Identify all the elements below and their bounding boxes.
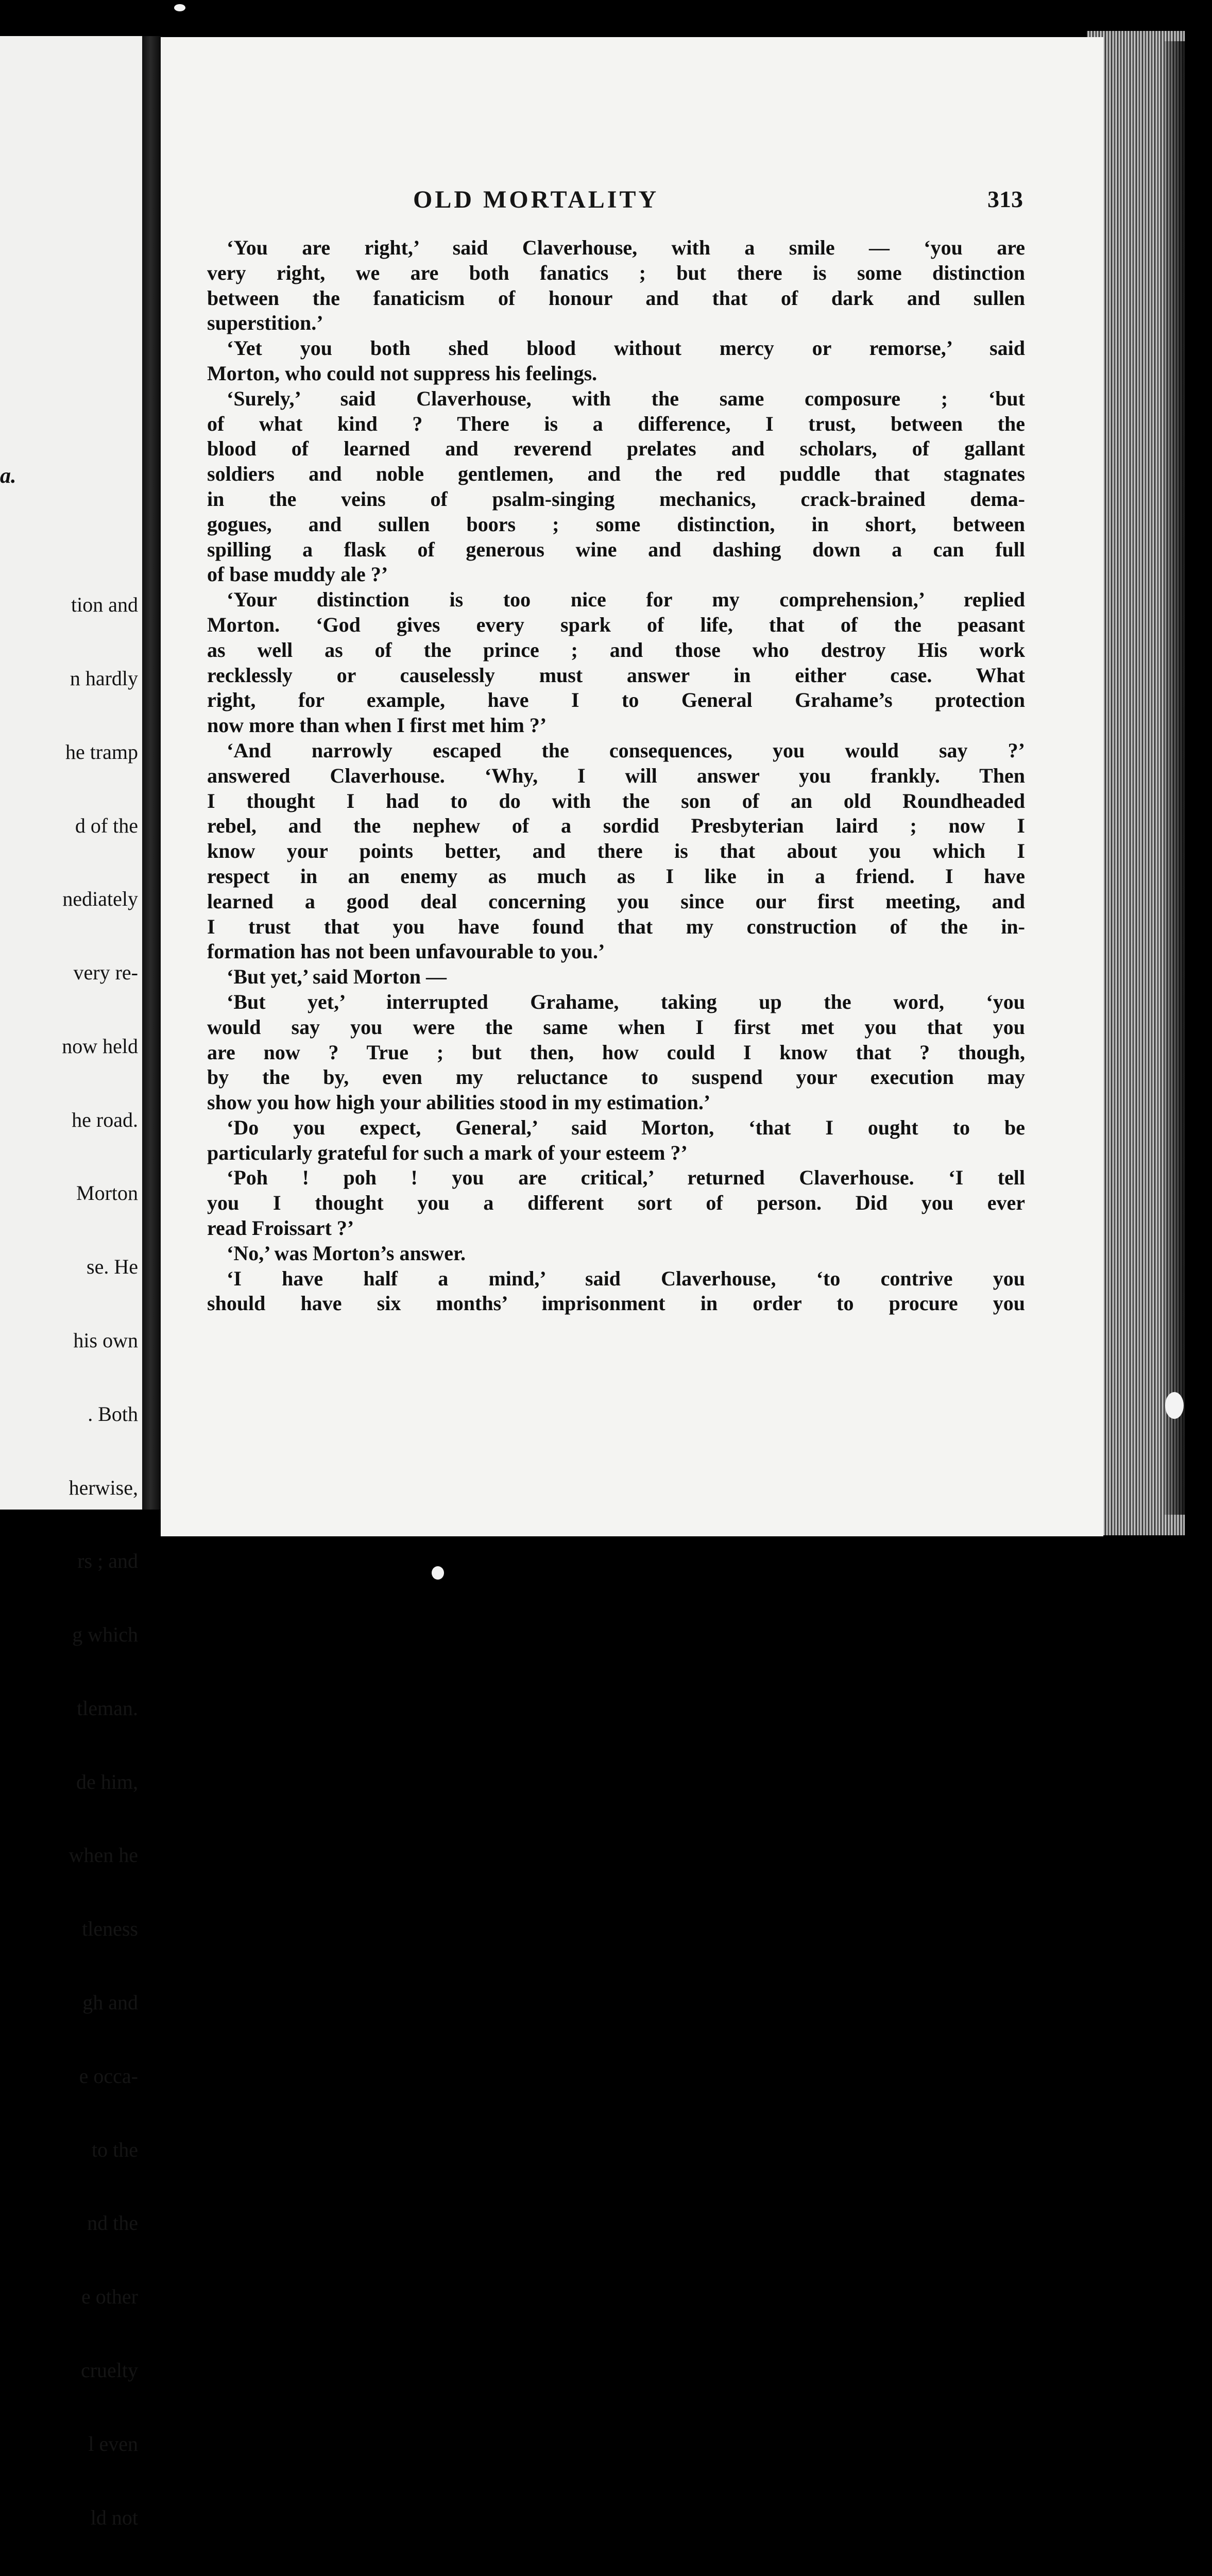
text-line: soldiers and noble gentlemen, and the red puddle that stagnates <box>207 462 1025 486</box>
text-line: of base muddy ale ?’ <box>207 563 388 586</box>
text-line: would say you were the same when I first met you that you <box>207 1015 1025 1039</box>
left-page-line: e other <box>81 2285 138 2309</box>
text-line: in the veins of psalm-singing mechanics, crack-brained dema- <box>207 487 1025 511</box>
text-line: ‘I have half a mind,’ said Claverhouse, ‘to contrive you <box>227 1266 1025 1290</box>
paper-speck <box>174 4 185 11</box>
text-line: by the by, even my reluctance to suspend your execution may <box>207 1065 1025 1089</box>
left-page-line: d of the <box>75 814 138 837</box>
left-page-line: se. He <box>87 1255 138 1279</box>
text-line: Morton, who could not suppress his feelings. <box>207 361 598 385</box>
text-line: rebel, and the nephew of a sordid Presbyterian laird ; now I <box>207 814 1025 838</box>
left-page-line: his own <box>73 1329 138 1352</box>
text-line: should have six months’ imprisonment in order to procure you <box>207 1292 1025 1315</box>
text-line: I thought I had to do with the son of an old Roundheaded <box>207 789 1025 812</box>
text-line: are now ? True ; but then, how could I know that ? though, <box>207 1040 1025 1064</box>
text-line: as well as of the prince ; and those who destroy His work <box>207 638 1025 662</box>
text-line: particularly grateful for such a mark of your esteem ?’ <box>207 1141 688 1164</box>
text-line: superstition.’ <box>207 311 323 335</box>
left-page-line: nediately <box>62 887 138 911</box>
left-page-line: to the <box>92 2138 138 2161</box>
left-page-line: tleman. <box>77 1696 138 1720</box>
left-page-line: he tramp <box>65 740 138 764</box>
left-page-line: now held <box>62 1034 138 1058</box>
left-page-line: very re- <box>73 961 138 985</box>
left-page-marker: a. <box>0 464 16 488</box>
left-page-text <box>62 544 138 2576</box>
text-line: learned a good deal concerning you since our first meeting, and <box>207 889 1025 913</box>
text-line: ‘But yet,’ said Morton — <box>227 965 447 989</box>
left-page-line: l even <box>88 2432 138 2455</box>
page-header <box>161 185 1103 216</box>
text-line: formation has not been unfavourable to you.’ <box>207 940 605 963</box>
text-line: recklessly or causelessly must answer in either case. What <box>207 663 1025 687</box>
left-page-line: gh and <box>82 1991 138 2014</box>
text-line: blood of learned and reverend prelates and scholars, of gallant <box>207 437 1025 461</box>
text-line: very right, we are both fanatics ; but there is some distinction <box>207 261 1025 284</box>
text-line: right, for example, have I to General Grahame’s protection <box>207 688 1025 712</box>
text-line: ‘Your distinction is too nice for my comprehension,’ replied <box>227 588 1025 612</box>
left-page-line: e occa- <box>79 2064 138 2088</box>
running-title: OLD MORTALITY <box>413 186 659 213</box>
main-page <box>161 37 1103 1536</box>
text-line: ‘And narrowly escaped the consequences, you would say ?’ <box>227 738 1025 762</box>
left-page-line: cruelty <box>80 2358 138 2382</box>
left-page-line: ld not <box>90 2505 138 2529</box>
left-page-line: de him, <box>76 1770 138 1793</box>
text-line: of what kind ? There is a difference, I trust, between the <box>207 412 1025 435</box>
text-line: gogues, and sullen boors ; some distinction, in short, between <box>207 512 1025 536</box>
left-page-line: nd the <box>87 2211 138 2235</box>
paper-speck <box>432 1566 444 1580</box>
left-facing-page <box>0 36 142 2529</box>
left-page-line: Morton <box>76 1181 138 1205</box>
left-page-line: when he <box>69 1843 138 1867</box>
body-text <box>207 235 1025 1316</box>
text-line: respect in an enemy as much as I like in a friend. I have <box>207 864 1025 888</box>
text-line: ‘Do you expect, General,’ said Morton, ‘that I ought to be <box>227 1115 1025 1139</box>
text-line: between the fanaticism of honour and that of dark and sullen <box>207 286 1025 310</box>
text-line: read Froissart ?’ <box>207 1216 354 1240</box>
text-line: know your points better, and there is that about you which I <box>207 839 1025 863</box>
text-line: show you how high your abilities stood in my estimation.’ <box>207 1091 711 1114</box>
text-line: answered Claverhouse. ‘Why, I will answer you frankly. Then <box>207 764 1025 787</box>
left-page-line: . Both <box>88 1402 138 1426</box>
paper-speck <box>1165 1392 1184 1419</box>
left-page-line: he road. <box>72 1108 138 1131</box>
text-line: you I thought you a different sort of person. Did you ever <box>207 1191 1025 1215</box>
page-number: 313 <box>987 186 1023 212</box>
text-line: ‘Poh ! poh ! you are critical,’ returned Claverhouse. ‘I tell <box>227 1166 1025 1190</box>
page-edges-shadow <box>1164 41 1190 1515</box>
text-line: ‘No,’ was Morton’s answer. <box>227 1241 466 1265</box>
book-gutter <box>142 36 163 1510</box>
text-line: Morton. ‘God gives every spark of life, that of the peasant <box>207 613 1025 636</box>
text-line: ‘Surely,’ said Claverhouse, with the same composure ; ‘but <box>227 386 1025 410</box>
left-page-line: rs ; and <box>77 1549 138 1573</box>
left-page-line: g which <box>72 1623 138 1647</box>
text-line: spilling a flask of generous wine and dashing down a can full <box>207 537 1025 561</box>
text-line: ‘You are right,’ said Claverhouse, with a smile — ‘you are <box>227 236 1025 259</box>
left-page-line: tleness <box>82 1917 138 1941</box>
text-line: ‘Yet you both shed blood without mercy or remorse,’ said <box>227 336 1025 360</box>
text-line: now more than when I first met him ?’ <box>207 714 547 737</box>
left-page-line: tion and <box>71 593 138 617</box>
text-line: I trust that you have found that my construction of the in- <box>207 914 1025 938</box>
text-line: ‘But yet,’ interrupted Grahame, taking up the word, ‘you <box>227 990 1025 1013</box>
left-page-line: herwise, <box>69 1476 138 1499</box>
left-page-line: n hardly <box>70 666 138 690</box>
